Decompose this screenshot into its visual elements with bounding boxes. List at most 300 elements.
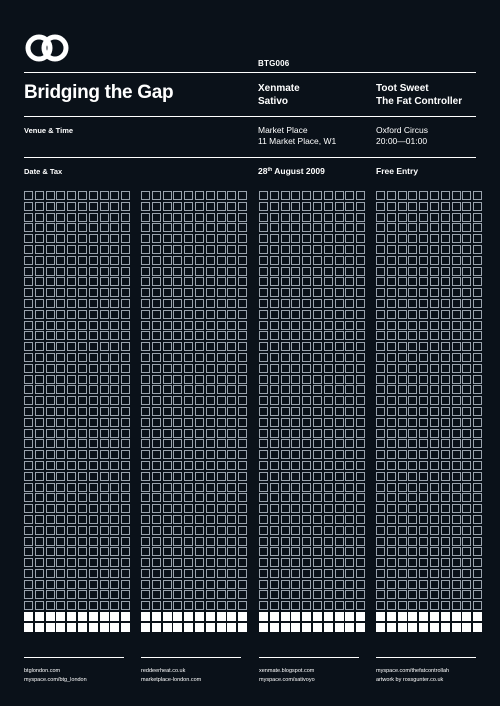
grid-square bbox=[35, 202, 44, 211]
grid-square bbox=[121, 245, 130, 254]
grid-square bbox=[141, 601, 150, 610]
grid-square bbox=[376, 461, 385, 470]
grid-square bbox=[121, 515, 130, 524]
grid-square bbox=[217, 288, 226, 297]
grid-square bbox=[89, 439, 98, 448]
grid-square bbox=[163, 310, 172, 319]
grid-square bbox=[430, 277, 439, 286]
grid-square bbox=[195, 234, 204, 243]
grid-square bbox=[24, 299, 33, 308]
grid-square bbox=[324, 277, 333, 286]
grid-square bbox=[335, 191, 344, 200]
grid-square bbox=[227, 504, 236, 513]
grid-square bbox=[270, 331, 279, 340]
grid-square bbox=[313, 223, 322, 232]
grid-square bbox=[376, 364, 385, 373]
grid-square bbox=[398, 418, 407, 427]
grid-square bbox=[356, 277, 365, 286]
grid-square bbox=[227, 580, 236, 589]
grid-square bbox=[163, 375, 172, 384]
footer-link[interactable]: marketplace-london.com bbox=[141, 677, 202, 683]
grid-square bbox=[35, 569, 44, 578]
grid-square bbox=[141, 277, 150, 286]
grid-square bbox=[387, 418, 396, 427]
grid-square bbox=[345, 418, 354, 427]
grid-square bbox=[67, 331, 76, 340]
grid-square bbox=[89, 245, 98, 254]
grid-square bbox=[206, 385, 215, 394]
grid-square bbox=[270, 590, 279, 599]
grid-square bbox=[398, 331, 407, 340]
grid-square bbox=[291, 483, 300, 492]
grid-square bbox=[408, 191, 417, 200]
grid-square bbox=[335, 202, 344, 211]
grid-square bbox=[430, 407, 439, 416]
grid-square bbox=[163, 364, 172, 373]
grid-square bbox=[238, 299, 247, 308]
grid-square bbox=[141, 580, 150, 589]
footer-link[interactable]: myspace.com/btg_london bbox=[24, 677, 87, 683]
grid-square bbox=[238, 590, 247, 599]
grid-square bbox=[206, 429, 215, 438]
grid-square-filled bbox=[217, 612, 226, 621]
grid-square-filled bbox=[217, 623, 226, 632]
grid-square bbox=[270, 580, 279, 589]
grid-square bbox=[441, 429, 450, 438]
grid-square bbox=[46, 342, 55, 351]
grid-square bbox=[206, 396, 215, 405]
grid-square bbox=[313, 267, 322, 276]
grid-square bbox=[281, 202, 290, 211]
grid-square bbox=[195, 342, 204, 351]
grid-square bbox=[217, 234, 226, 243]
event-code: BTG006 bbox=[258, 59, 290, 68]
grid-square bbox=[89, 569, 98, 578]
grid-square bbox=[302, 537, 311, 546]
grid-square bbox=[121, 202, 130, 211]
grid-square bbox=[206, 472, 215, 481]
grid-square bbox=[441, 342, 450, 351]
grid-square-filled bbox=[78, 612, 87, 621]
grid-square bbox=[100, 288, 109, 297]
grid-square bbox=[473, 569, 482, 578]
grid-square bbox=[238, 504, 247, 513]
grid-square bbox=[35, 310, 44, 319]
grid-square bbox=[473, 353, 482, 362]
grid-square bbox=[335, 299, 344, 308]
grid-square bbox=[345, 396, 354, 405]
grid-square bbox=[356, 299, 365, 308]
grid-square bbox=[356, 385, 365, 394]
grid-square bbox=[419, 418, 428, 427]
grid-square bbox=[78, 569, 87, 578]
grid-square bbox=[335, 483, 344, 492]
grid-square bbox=[473, 547, 482, 556]
grid-square bbox=[473, 299, 482, 308]
grid-square bbox=[78, 223, 87, 232]
grid-square bbox=[35, 364, 44, 373]
grid-square bbox=[270, 277, 279, 286]
grid-square bbox=[462, 493, 471, 502]
grid-square bbox=[46, 439, 55, 448]
grid-square bbox=[67, 385, 76, 394]
grid-square-filled bbox=[376, 623, 385, 632]
grid-square bbox=[121, 364, 130, 373]
grid-square bbox=[238, 461, 247, 470]
grid-square bbox=[376, 191, 385, 200]
grid-square bbox=[345, 213, 354, 222]
grid-square bbox=[35, 321, 44, 330]
grid-square bbox=[24, 407, 33, 416]
grid-square bbox=[419, 558, 428, 567]
artist-group-2 bbox=[376, 82, 462, 108]
grid-square bbox=[291, 407, 300, 416]
grid-square bbox=[356, 515, 365, 524]
grid-square bbox=[35, 580, 44, 589]
grid-square bbox=[184, 299, 193, 308]
grid-square bbox=[141, 353, 150, 362]
grid-square bbox=[110, 504, 119, 513]
grid-square bbox=[121, 342, 130, 351]
grid-square bbox=[24, 601, 33, 610]
grid-square bbox=[195, 213, 204, 222]
grid-square bbox=[462, 450, 471, 459]
grid-square bbox=[152, 202, 161, 211]
grid-square bbox=[473, 558, 482, 567]
grid-square bbox=[387, 385, 396, 394]
grid-square bbox=[356, 234, 365, 243]
footer-link[interactable]: xenmate.blogspot.com bbox=[259, 668, 315, 674]
grid-square-filled bbox=[173, 612, 182, 621]
grid-square bbox=[473, 504, 482, 513]
grid-square bbox=[78, 472, 87, 481]
grid-square bbox=[110, 385, 119, 394]
grid-square bbox=[227, 396, 236, 405]
grid-square bbox=[259, 288, 268, 297]
grid-square bbox=[89, 558, 98, 567]
grid-square bbox=[473, 288, 482, 297]
grid-block bbox=[259, 191, 365, 632]
grid-square bbox=[441, 234, 450, 243]
grid-square bbox=[291, 364, 300, 373]
grid-square bbox=[473, 277, 482, 286]
grid-square bbox=[313, 483, 322, 492]
grid-square bbox=[291, 601, 300, 610]
grid-square bbox=[184, 256, 193, 265]
grid-square bbox=[238, 569, 247, 578]
grid-square bbox=[184, 558, 193, 567]
grid-square bbox=[408, 310, 417, 319]
grid-square bbox=[184, 342, 193, 351]
grid-square bbox=[89, 202, 98, 211]
grid-square bbox=[430, 429, 439, 438]
grid-square-filled bbox=[430, 623, 439, 632]
grid-square bbox=[35, 277, 44, 286]
grid-square bbox=[398, 385, 407, 394]
grid-square bbox=[356, 601, 365, 610]
grid-square bbox=[100, 396, 109, 405]
grid-square bbox=[206, 580, 215, 589]
grid-square bbox=[110, 299, 119, 308]
grid-square bbox=[281, 385, 290, 394]
footer-link[interactable]: myspace.com/thefatcontrollah bbox=[376, 668, 450, 674]
grid-square bbox=[195, 450, 204, 459]
grid-square bbox=[452, 353, 461, 362]
grid-square bbox=[430, 461, 439, 470]
grid-square bbox=[46, 569, 55, 578]
grid-square bbox=[441, 547, 450, 556]
grid-square bbox=[291, 342, 300, 351]
grid-square-filled bbox=[110, 612, 119, 621]
grid-square bbox=[387, 558, 396, 567]
grid-square bbox=[195, 429, 204, 438]
grid-square-filled bbox=[67, 623, 76, 632]
grid-square bbox=[408, 418, 417, 427]
grid-square bbox=[452, 256, 461, 265]
grid-square bbox=[46, 450, 55, 459]
grid-square bbox=[227, 590, 236, 599]
footer-divider bbox=[259, 657, 359, 658]
grid-square bbox=[324, 364, 333, 373]
grid-square bbox=[78, 580, 87, 589]
grid-square bbox=[313, 601, 322, 610]
grid-square bbox=[376, 526, 385, 535]
grid-square bbox=[121, 569, 130, 578]
grid-square bbox=[141, 202, 150, 211]
grid-square bbox=[270, 504, 279, 513]
grid-square bbox=[227, 342, 236, 351]
grid-square bbox=[408, 375, 417, 384]
grid-square bbox=[452, 547, 461, 556]
grid-square bbox=[141, 191, 150, 200]
grid-square bbox=[100, 450, 109, 459]
grid-square bbox=[163, 213, 172, 222]
grid-square bbox=[259, 321, 268, 330]
grid-square bbox=[430, 396, 439, 405]
grid-square bbox=[110, 580, 119, 589]
grid-square bbox=[56, 342, 65, 351]
grid-square bbox=[473, 590, 482, 599]
grid-square bbox=[173, 277, 182, 286]
grid-square bbox=[121, 493, 130, 502]
grid-square bbox=[35, 526, 44, 535]
grid-square bbox=[184, 472, 193, 481]
grid-square bbox=[227, 223, 236, 232]
grid-square bbox=[227, 526, 236, 535]
grid-square bbox=[110, 191, 119, 200]
grid-square-filled bbox=[441, 612, 450, 621]
grid-square bbox=[291, 558, 300, 567]
grid-square bbox=[345, 385, 354, 394]
grid-square bbox=[387, 202, 396, 211]
grid-square bbox=[376, 580, 385, 589]
grid-square bbox=[345, 375, 354, 384]
grid-square bbox=[291, 537, 300, 546]
grid-square bbox=[173, 310, 182, 319]
grid-square bbox=[217, 191, 226, 200]
grid-square bbox=[141, 234, 150, 243]
grid-square-filled bbox=[238, 612, 247, 621]
grid-square bbox=[259, 299, 268, 308]
grid-square bbox=[452, 310, 461, 319]
grid-square bbox=[335, 526, 344, 535]
grid-square bbox=[46, 310, 55, 319]
grid-square bbox=[35, 375, 44, 384]
grid-square bbox=[313, 364, 322, 373]
grid-square bbox=[141, 364, 150, 373]
grid-square bbox=[419, 504, 428, 513]
grid-square bbox=[173, 375, 182, 384]
grid-square bbox=[473, 223, 482, 232]
grid-square bbox=[324, 515, 333, 524]
grid-square bbox=[462, 288, 471, 297]
grid-square bbox=[335, 245, 344, 254]
grid-square bbox=[335, 256, 344, 265]
grid-square bbox=[173, 267, 182, 276]
grid-square bbox=[441, 580, 450, 589]
grid-square bbox=[227, 601, 236, 610]
grid-square bbox=[56, 472, 65, 481]
grid-square bbox=[408, 547, 417, 556]
grid-square bbox=[184, 504, 193, 513]
grid-square bbox=[121, 191, 130, 200]
grid-square bbox=[24, 472, 33, 481]
grid-square bbox=[78, 461, 87, 470]
grid-square bbox=[313, 418, 322, 427]
grid-square bbox=[195, 202, 204, 211]
grid-square bbox=[238, 547, 247, 556]
grid-square bbox=[152, 590, 161, 599]
grid-square-filled bbox=[56, 612, 65, 621]
grid-square bbox=[217, 256, 226, 265]
grid-square bbox=[35, 601, 44, 610]
grid-square bbox=[462, 472, 471, 481]
grid-square bbox=[227, 364, 236, 373]
grid-square bbox=[100, 277, 109, 286]
footer-link[interactable]: artwork by rossgunter.co.uk bbox=[376, 677, 444, 683]
grid-square bbox=[291, 245, 300, 254]
grid-square bbox=[335, 353, 344, 362]
grid-square bbox=[356, 547, 365, 556]
grid-square bbox=[324, 590, 333, 599]
grid-square bbox=[121, 418, 130, 427]
grid-square bbox=[184, 213, 193, 222]
grid-square bbox=[121, 234, 130, 243]
grid-square bbox=[324, 245, 333, 254]
grid-square bbox=[473, 331, 482, 340]
grid-square bbox=[238, 526, 247, 535]
grid-square bbox=[419, 277, 428, 286]
grid-square bbox=[441, 245, 450, 254]
grid-square bbox=[441, 310, 450, 319]
grid-square bbox=[473, 407, 482, 416]
grid-square bbox=[441, 331, 450, 340]
footer-link[interactable]: btglondon.com bbox=[24, 668, 61, 674]
grid-square bbox=[110, 375, 119, 384]
grid-square bbox=[302, 472, 311, 481]
grid-square bbox=[345, 407, 354, 416]
grid-square bbox=[238, 331, 247, 340]
grid-square bbox=[302, 191, 311, 200]
grid-square bbox=[345, 429, 354, 438]
grid-square bbox=[408, 202, 417, 211]
grid-square bbox=[356, 364, 365, 373]
grid-square bbox=[24, 504, 33, 513]
grid-square-filled bbox=[46, 612, 55, 621]
grid-square bbox=[238, 321, 247, 330]
grid-square bbox=[141, 537, 150, 546]
grid-square bbox=[313, 191, 322, 200]
footer-link[interactable]: reddeerheat.co.uk bbox=[141, 668, 186, 674]
grid-square bbox=[291, 202, 300, 211]
grid-square bbox=[345, 288, 354, 297]
grid-square bbox=[35, 461, 44, 470]
grid-square bbox=[313, 353, 322, 362]
grid-square bbox=[206, 601, 215, 610]
grid-square bbox=[302, 601, 311, 610]
grid-square bbox=[313, 234, 322, 243]
grid-square bbox=[46, 537, 55, 546]
grid-square bbox=[398, 547, 407, 556]
grid-square bbox=[24, 547, 33, 556]
grid-square bbox=[324, 407, 333, 416]
grid-square bbox=[206, 483, 215, 492]
grid-square bbox=[173, 515, 182, 524]
grid-square bbox=[462, 537, 471, 546]
grid-square bbox=[206, 558, 215, 567]
grid-square bbox=[291, 515, 300, 524]
grid-square bbox=[184, 191, 193, 200]
grid-square bbox=[152, 526, 161, 535]
grid-square bbox=[270, 375, 279, 384]
grid-square bbox=[335, 590, 344, 599]
grid-square bbox=[46, 396, 55, 405]
grid-square bbox=[24, 526, 33, 535]
grid-square bbox=[163, 202, 172, 211]
grid-square bbox=[335, 439, 344, 448]
grid-square bbox=[152, 375, 161, 384]
grid-square bbox=[227, 299, 236, 308]
grid-square bbox=[313, 493, 322, 502]
grid-square-filled bbox=[238, 623, 247, 632]
footer-link[interactable]: myspace.com/sativoyo bbox=[259, 677, 315, 683]
grid-square bbox=[313, 299, 322, 308]
grid-square bbox=[356, 213, 365, 222]
grid-square-filled bbox=[473, 612, 482, 621]
grid-square bbox=[152, 234, 161, 243]
grid-square bbox=[121, 558, 130, 567]
grid-square bbox=[302, 396, 311, 405]
grid-square bbox=[419, 472, 428, 481]
grid-square bbox=[238, 213, 247, 222]
grid-square bbox=[67, 277, 76, 286]
grid-square bbox=[462, 526, 471, 535]
grid-square bbox=[163, 429, 172, 438]
grid-square bbox=[398, 396, 407, 405]
grid-square bbox=[56, 483, 65, 492]
grid-square bbox=[462, 385, 471, 394]
grid-square bbox=[441, 223, 450, 232]
grid-square bbox=[89, 504, 98, 513]
grid-square bbox=[376, 213, 385, 222]
grid-square bbox=[238, 364, 247, 373]
grid-square bbox=[67, 537, 76, 546]
grid-square bbox=[110, 493, 119, 502]
grid-square bbox=[206, 526, 215, 535]
grid-square bbox=[206, 375, 215, 384]
grid-square bbox=[345, 450, 354, 459]
grid-square bbox=[24, 483, 33, 492]
